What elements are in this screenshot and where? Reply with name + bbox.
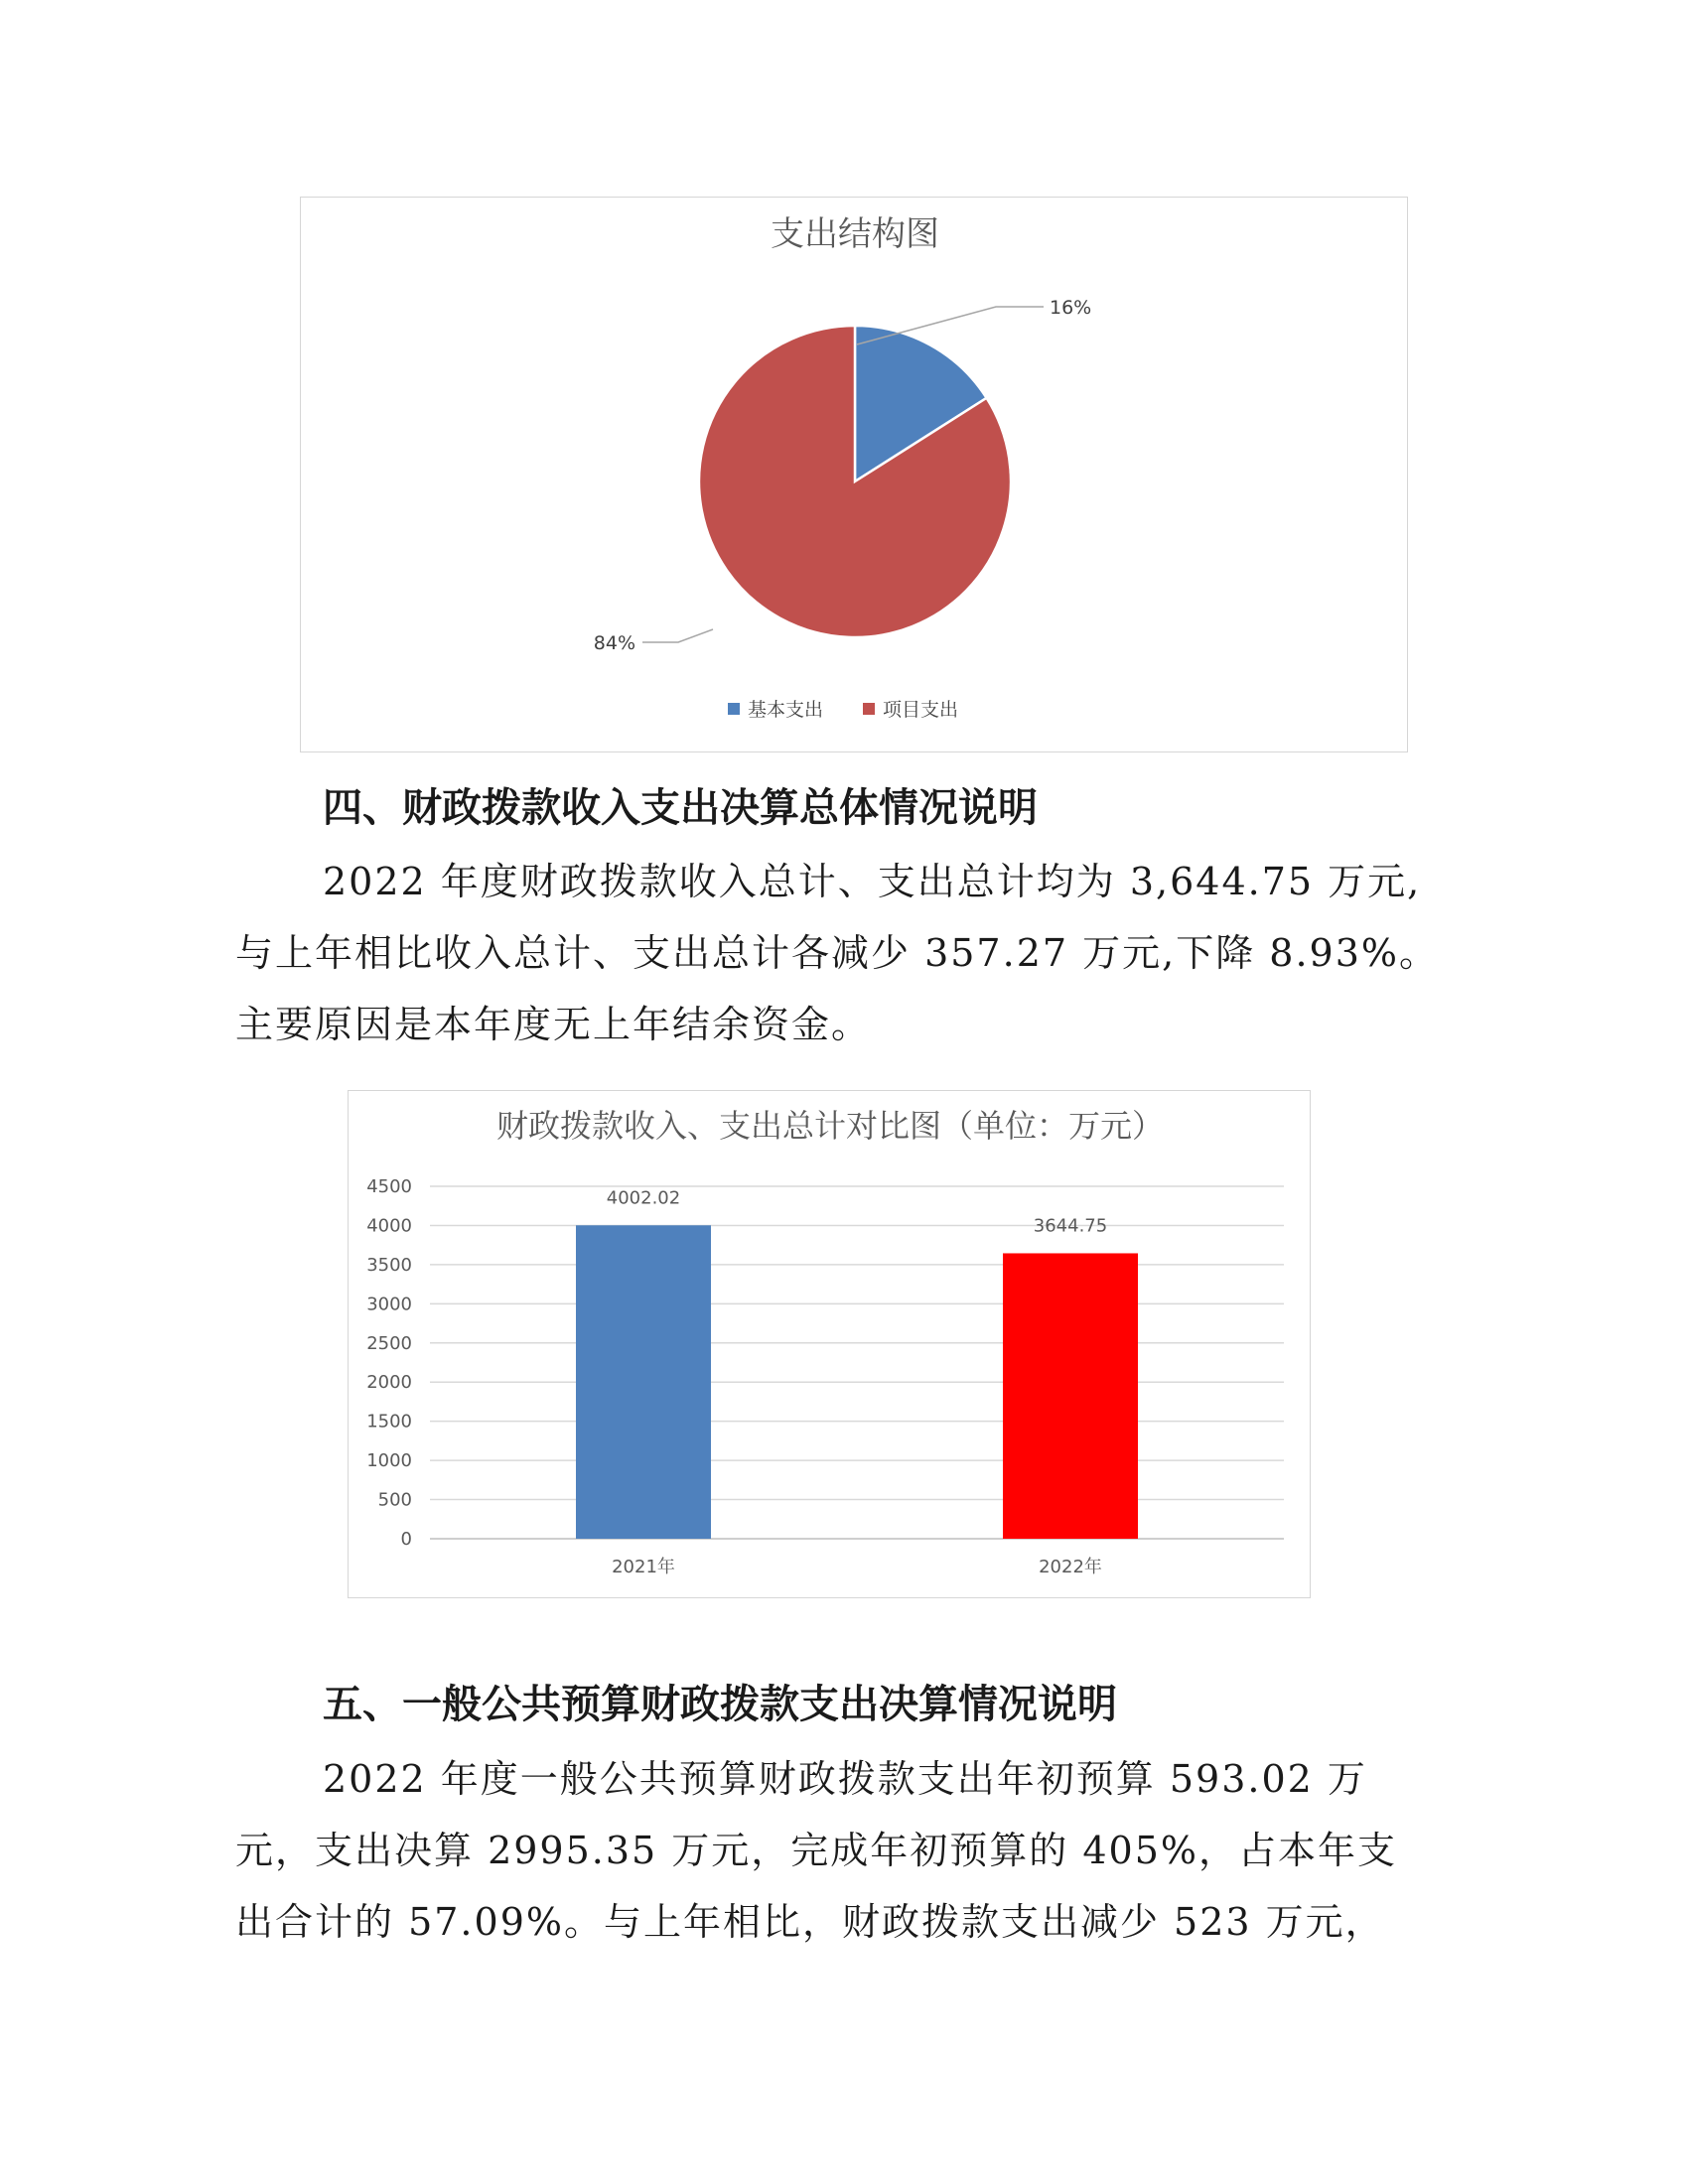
pie-chart-frame <box>300 197 1408 752</box>
section-4-line-3: 主要原因是本年度无上年结余资金。 <box>235 1003 872 1046</box>
y-tick-label: 4500 <box>366 1176 412 1197</box>
bar-chart-frame <box>348 1090 1311 1598</box>
bar-data-label: 3644.75 <box>1033 1215 1108 1237</box>
section-5-heading: 五、一般公共预算财政拨款支出决算情况说明 <box>323 1682 1117 1727</box>
bar-2021年 <box>576 1225 711 1539</box>
legend-swatch-project <box>863 703 875 715</box>
legend-label-basic: 基本支出 <box>748 699 824 721</box>
y-tick-label: 1000 <box>366 1450 412 1472</box>
x-tick-label: 2021年 <box>612 1557 675 1577</box>
bar-data-label: 4002.02 <box>606 1187 681 1209</box>
pie-chart-title: 支出结构图 <box>771 214 939 254</box>
legend-label-project: 项目支出 <box>883 699 959 721</box>
bar-2022年 <box>1003 1253 1138 1539</box>
y-tick-label: 0 <box>400 1529 412 1550</box>
section-5-line-2: 元，支出决算 2995.35 万元，完成年初预算的 405%，占本年支 <box>235 1829 1398 1872</box>
y-tick-label: 500 <box>377 1489 412 1511</box>
bar-chart-title: 财政拨款收入、支出总计对比图（单位：万元） <box>495 1107 1165 1145</box>
pie-chart <box>301 198 1409 753</box>
bar-chart <box>349 1091 1312 1599</box>
y-tick-label: 4000 <box>366 1215 412 1237</box>
section-4-heading: 四、财政拨款收入支出决算总体情况说明 <box>323 785 1038 831</box>
legend-swatch-basic <box>728 703 740 715</box>
y-tick-label: 3500 <box>366 1254 412 1276</box>
pie-label-leader-2 <box>642 629 713 642</box>
section-5-line-1: 2022 年度一般公共预算财政拨款支出年初预算 593.02 万 <box>323 1757 1367 1801</box>
section-5-line-3: 出合计的 57.09%。与上年相比，财政拨款支出减少 523 万元， <box>235 1900 1385 1944</box>
section-4-line-2: 与上年相比收入总计、支出总计各减少 357.27 万元,下降 8.93%。 <box>235 931 1439 975</box>
y-tick-label: 2000 <box>366 1372 412 1394</box>
section-4-line-1: 2022 年度财政拨款收入总计、支出总计均为 3,644.75 万元, <box>323 860 1422 903</box>
y-tick-label: 3000 <box>366 1294 412 1315</box>
y-tick-label: 1500 <box>366 1411 412 1433</box>
pie-data-label-1: 16% <box>1050 297 1092 319</box>
y-tick-label: 2500 <box>366 1332 412 1354</box>
pie-data-label-2: 84% <box>593 632 635 654</box>
x-tick-label: 2022年 <box>1039 1557 1102 1577</box>
